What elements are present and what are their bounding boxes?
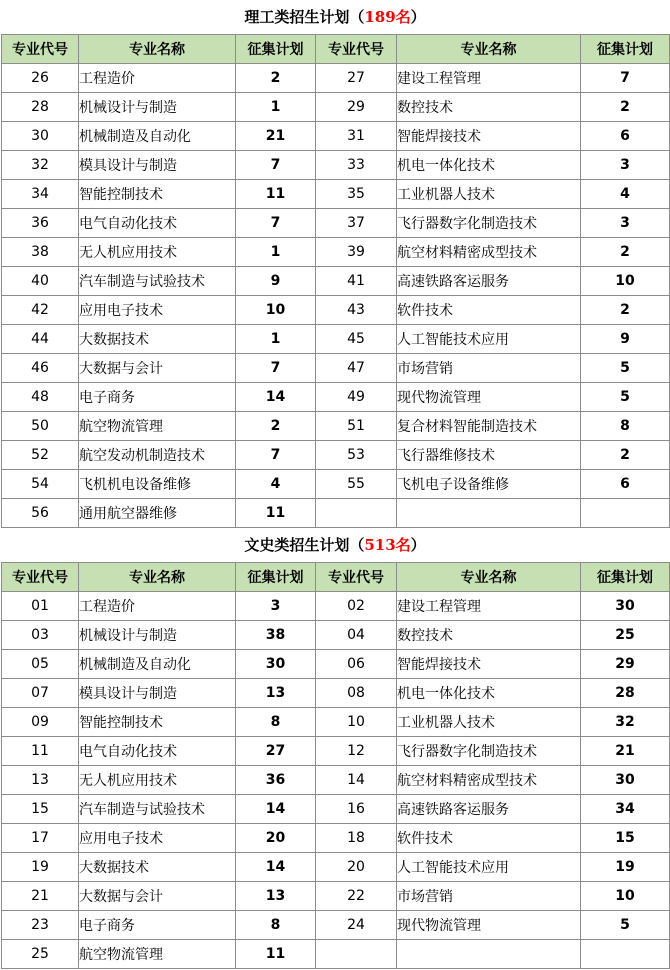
table-row — [2, 499, 670, 528]
quota-cell: 4 — [236, 470, 316, 499]
major-code-cell: 20 — [316, 853, 397, 882]
major-code-cell: 23 — [2, 911, 79, 940]
section-title — [0, 528, 670, 562]
major-code-cell: 28 — [2, 93, 79, 122]
table-row — [2, 325, 670, 354]
major-code-cell: 10 — [316, 708, 397, 737]
major-name-cell: 软件技术 — [397, 824, 581, 853]
table-row — [2, 882, 670, 911]
quota-cell: 2 — [236, 412, 316, 441]
table-row — [2, 180, 670, 209]
major-name-cell: 应用电子技术 — [79, 296, 236, 325]
quota-cell: 1 — [236, 93, 316, 122]
quota-cell: 14 — [236, 853, 316, 882]
major-code-cell: 38 — [2, 238, 79, 267]
major-code-cell: 53 — [316, 441, 397, 470]
column-header: 征集计划 — [236, 35, 316, 64]
column-header: 专业代号 — [316, 35, 397, 64]
major-code-cell: 14 — [316, 766, 397, 795]
quota-cell: 4 — [581, 180, 670, 209]
quota-cell: 1 — [236, 238, 316, 267]
quota-cell: 10 — [581, 267, 670, 296]
major-name-cell: 机械制造及自动化 — [79, 122, 236, 151]
major-code-cell: 07 — [2, 679, 79, 708]
major-code-cell: 25 — [2, 940, 79, 969]
major-name-cell: 飞行器维修技术 — [397, 441, 581, 470]
quota-cell: 30 — [581, 592, 670, 621]
table-row — [2, 737, 670, 766]
quota-cell — [581, 940, 670, 969]
quota-cell: 5 — [581, 911, 670, 940]
major-name-cell: 人工智能技术应用 — [397, 325, 581, 354]
quota-cell: 3 — [236, 592, 316, 621]
table-row — [2, 621, 670, 650]
major-code-cell: 01 — [2, 592, 79, 621]
major-name-cell: 机械设计与制造 — [79, 93, 236, 122]
major-name-cell: 建设工程管理 — [397, 592, 581, 621]
table-row — [2, 122, 670, 151]
major-code-cell: 42 — [2, 296, 79, 325]
major-name-cell: 电气自动化技术 — [79, 737, 236, 766]
quota-cell: 7 — [236, 354, 316, 383]
table-row — [2, 592, 670, 621]
major-code-cell — [316, 499, 397, 528]
major-name-cell: 航空材料精密成型技术 — [397, 238, 581, 267]
quota-cell: 11 — [236, 940, 316, 969]
major-code-cell: 51 — [316, 412, 397, 441]
major-name-cell: 软件技术 — [397, 296, 581, 325]
major-name-cell: 电子商务 — [79, 383, 236, 412]
major-name-cell: 航空发动机制造技术 — [79, 441, 236, 470]
column-header: 专业名称 — [79, 563, 236, 592]
major-code-cell: 34 — [2, 180, 79, 209]
major-name-cell: 市场营销 — [397, 354, 581, 383]
major-name-cell: 无人机应用技术 — [79, 766, 236, 795]
quota-cell: 8 — [236, 708, 316, 737]
quota-cell: 11 — [236, 180, 316, 209]
major-name-cell: 飞机电子设备维修 — [397, 470, 581, 499]
table-row — [2, 679, 670, 708]
major-code-cell: 44 — [2, 325, 79, 354]
section-title-text: ） — [410, 536, 426, 554]
table-row — [2, 151, 670, 180]
major-code-cell: 54 — [2, 470, 79, 499]
major-code-cell: 40 — [2, 267, 79, 296]
quota-cell: 8 — [236, 911, 316, 940]
quota-cell: 3 — [581, 151, 670, 180]
table-row — [2, 911, 670, 940]
quota-cell: 32 — [581, 708, 670, 737]
major-code-cell: 02 — [316, 592, 397, 621]
major-code-cell: 22 — [316, 882, 397, 911]
major-code-cell: 13 — [2, 766, 79, 795]
table-row — [2, 296, 670, 325]
major-name-cell: 复合材料智能制造技术 — [397, 412, 581, 441]
major-code-cell: 37 — [316, 209, 397, 238]
quota-cell: 9 — [581, 325, 670, 354]
major-name-cell: 应用电子技术 — [79, 824, 236, 853]
major-code-cell: 52 — [2, 441, 79, 470]
quota-cell: 13 — [236, 679, 316, 708]
quota-cell: 2 — [581, 238, 670, 267]
quota-cell: 13 — [236, 882, 316, 911]
quota-cell: 8 — [581, 412, 670, 441]
major-name-cell: 智能控制技术 — [79, 708, 236, 737]
major-name-cell: 航空材料精密成型技术 — [397, 766, 581, 795]
major-name-cell: 飞行器数字化制造技术 — [397, 209, 581, 238]
quota-cell: 2 — [581, 296, 670, 325]
quota-cell: 30 — [236, 650, 316, 679]
quota-cell: 7 — [236, 151, 316, 180]
major-name-cell: 通用航空器维修 — [79, 499, 236, 528]
major-code-cell: 47 — [316, 354, 397, 383]
section-title-count: 513名 — [364, 536, 411, 554]
major-code-cell: 09 — [2, 708, 79, 737]
major-name-cell: 智能焊接技术 — [397, 650, 581, 679]
major-code-cell: 12 — [316, 737, 397, 766]
major-name-cell: 飞行器数字化制造技术 — [397, 737, 581, 766]
quota-cell: 6 — [581, 470, 670, 499]
table-row — [2, 383, 670, 412]
table-row — [2, 853, 670, 882]
major-name-cell: 电子商务 — [79, 911, 236, 940]
table-row — [2, 766, 670, 795]
major-code-cell: 43 — [316, 296, 397, 325]
quota-cell: 20 — [236, 824, 316, 853]
major-name-cell: 建设工程管理 — [397, 64, 581, 93]
major-name-cell: 模具设计与制造 — [79, 151, 236, 180]
major-code-cell: 24 — [316, 911, 397, 940]
section-title-text: 文史类招生计划（ — [244, 536, 365, 554]
column-header: 征集计划 — [581, 563, 670, 592]
major-name-cell: 机电一体化技术 — [397, 679, 581, 708]
major-code-cell: 30 — [2, 122, 79, 151]
major-code-cell: 46 — [2, 354, 79, 383]
table-row — [2, 824, 670, 853]
major-name-cell: 大数据与会计 — [79, 882, 236, 911]
column-header: 征集计划 — [236, 563, 316, 592]
major-name-cell: 机械制造及自动化 — [79, 650, 236, 679]
table-row — [2, 354, 670, 383]
table-row — [2, 940, 670, 969]
major-code-cell: 06 — [316, 650, 397, 679]
quota-cell: 7 — [236, 441, 316, 470]
major-code-cell: 17 — [2, 824, 79, 853]
table-row — [2, 209, 670, 238]
major-name-cell: 人工智能技术应用 — [397, 853, 581, 882]
quota-cell: 30 — [581, 766, 670, 795]
table-row — [2, 650, 670, 679]
major-name-cell: 智能控制技术 — [79, 180, 236, 209]
quota-cell: 2 — [581, 93, 670, 122]
quota-cell: 15 — [581, 824, 670, 853]
major-code-cell: 15 — [2, 795, 79, 824]
major-code-cell: 19 — [2, 853, 79, 882]
table-row — [2, 441, 670, 470]
table-row — [2, 238, 670, 267]
major-code-cell: 11 — [2, 737, 79, 766]
major-code-cell: 04 — [316, 621, 397, 650]
quota-cell: 36 — [236, 766, 316, 795]
major-name-cell: 无人机应用技术 — [79, 238, 236, 267]
major-name-cell: 大数据技术 — [79, 853, 236, 882]
major-name-cell: 汽车制造与试验技术 — [79, 267, 236, 296]
major-name-cell: 工程造价 — [79, 592, 236, 621]
major-code-cell: 05 — [2, 650, 79, 679]
major-name-cell: 航空物流管理 — [79, 412, 236, 441]
quota-cell: 38 — [236, 621, 316, 650]
quota-cell: 14 — [236, 795, 316, 824]
major-code-cell: 55 — [316, 470, 397, 499]
major-code-cell: 31 — [316, 122, 397, 151]
quota-cell: 25 — [581, 621, 670, 650]
major-name-cell: 飞机机电设备维修 — [79, 470, 236, 499]
quota-cell: 21 — [236, 122, 316, 151]
major-name-cell — [397, 940, 581, 969]
quota-cell — [581, 499, 670, 528]
table-row — [2, 64, 670, 93]
major-name-cell: 智能焊接技术 — [397, 122, 581, 151]
major-name-cell: 机电一体化技术 — [397, 151, 581, 180]
major-name-cell: 航空物流管理 — [79, 940, 236, 969]
major-code-cell: 56 — [2, 499, 79, 528]
quota-cell: 3 — [581, 209, 670, 238]
quota-cell: 5 — [581, 383, 670, 412]
major-name-cell: 工业机器人技术 — [397, 708, 581, 737]
quota-cell: 28 — [581, 679, 670, 708]
column-header: 专业代号 — [2, 35, 79, 64]
table-row — [2, 708, 670, 737]
quota-cell: 9 — [236, 267, 316, 296]
column-header: 专业名称 — [79, 35, 236, 64]
major-name-cell: 高速铁路客运服务 — [397, 267, 581, 296]
section-title-count: 189名 — [364, 8, 411, 26]
major-name-cell: 机械设计与制造 — [79, 621, 236, 650]
table-row — [2, 795, 670, 824]
major-name-cell: 汽车制造与试验技术 — [79, 795, 236, 824]
column-header: 专业代号 — [2, 563, 79, 592]
quota-cell: 34 — [581, 795, 670, 824]
major-name-cell: 工业机器人技术 — [397, 180, 581, 209]
quota-cell: 21 — [581, 737, 670, 766]
major-code-cell: 50 — [2, 412, 79, 441]
plan-table — [1, 562, 670, 969]
major-code-cell: 33 — [316, 151, 397, 180]
table-header-row — [2, 563, 670, 592]
quota-cell: 19 — [581, 853, 670, 882]
major-code-cell: 16 — [316, 795, 397, 824]
section-title-text: ） — [410, 8, 426, 26]
major-code-cell — [316, 940, 397, 969]
major-name-cell: 大数据技术 — [79, 325, 236, 354]
quota-cell: 7 — [236, 209, 316, 238]
quota-cell: 29 — [581, 650, 670, 679]
major-code-cell: 32 — [2, 151, 79, 180]
major-name-cell: 工程造价 — [79, 64, 236, 93]
major-code-cell: 48 — [2, 383, 79, 412]
column-header: 专业名称 — [397, 35, 581, 64]
major-code-cell: 36 — [2, 209, 79, 238]
column-header: 征集计划 — [581, 35, 670, 64]
major-code-cell: 03 — [2, 621, 79, 650]
major-code-cell: 18 — [316, 824, 397, 853]
quota-cell: 6 — [581, 122, 670, 151]
section-title — [0, 0, 670, 34]
major-code-cell: 41 — [316, 267, 397, 296]
major-code-cell: 21 — [2, 882, 79, 911]
quota-cell: 1 — [236, 325, 316, 354]
major-name-cell — [397, 499, 581, 528]
major-code-cell: 29 — [316, 93, 397, 122]
quota-cell: 2 — [581, 441, 670, 470]
table-row — [2, 93, 670, 122]
quota-cell: 11 — [236, 499, 316, 528]
major-name-cell: 模具设计与制造 — [79, 679, 236, 708]
table-row — [2, 470, 670, 499]
quota-cell: 7 — [581, 64, 670, 93]
major-name-cell: 数控技术 — [397, 93, 581, 122]
quota-cell: 10 — [236, 296, 316, 325]
major-code-cell: 08 — [316, 679, 397, 708]
major-code-cell: 35 — [316, 180, 397, 209]
major-name-cell: 高速铁路客运服务 — [397, 795, 581, 824]
major-name-cell: 电气自动化技术 — [79, 209, 236, 238]
quota-cell: 10 — [581, 882, 670, 911]
table-row — [2, 412, 670, 441]
major-name-cell: 现代物流管理 — [397, 383, 581, 412]
major-code-cell: 27 — [316, 64, 397, 93]
quota-cell: 27 — [236, 737, 316, 766]
column-header: 专业名称 — [397, 563, 581, 592]
quota-cell: 14 — [236, 383, 316, 412]
table-row — [2, 267, 670, 296]
table-header-row — [2, 35, 670, 64]
major-code-cell: 39 — [316, 238, 397, 267]
major-code-cell: 45 — [316, 325, 397, 354]
major-code-cell: 49 — [316, 383, 397, 412]
plan-table — [1, 34, 670, 528]
quota-cell: 2 — [236, 64, 316, 93]
major-name-cell: 大数据与会计 — [79, 354, 236, 383]
quota-cell: 5 — [581, 354, 670, 383]
major-name-cell: 现代物流管理 — [397, 911, 581, 940]
column-header: 专业代号 — [316, 563, 397, 592]
major-code-cell: 26 — [2, 64, 79, 93]
major-name-cell: 数控技术 — [397, 621, 581, 650]
section-title-text: 理工类招生计划（ — [244, 8, 365, 26]
major-name-cell: 市场营销 — [397, 882, 581, 911]
